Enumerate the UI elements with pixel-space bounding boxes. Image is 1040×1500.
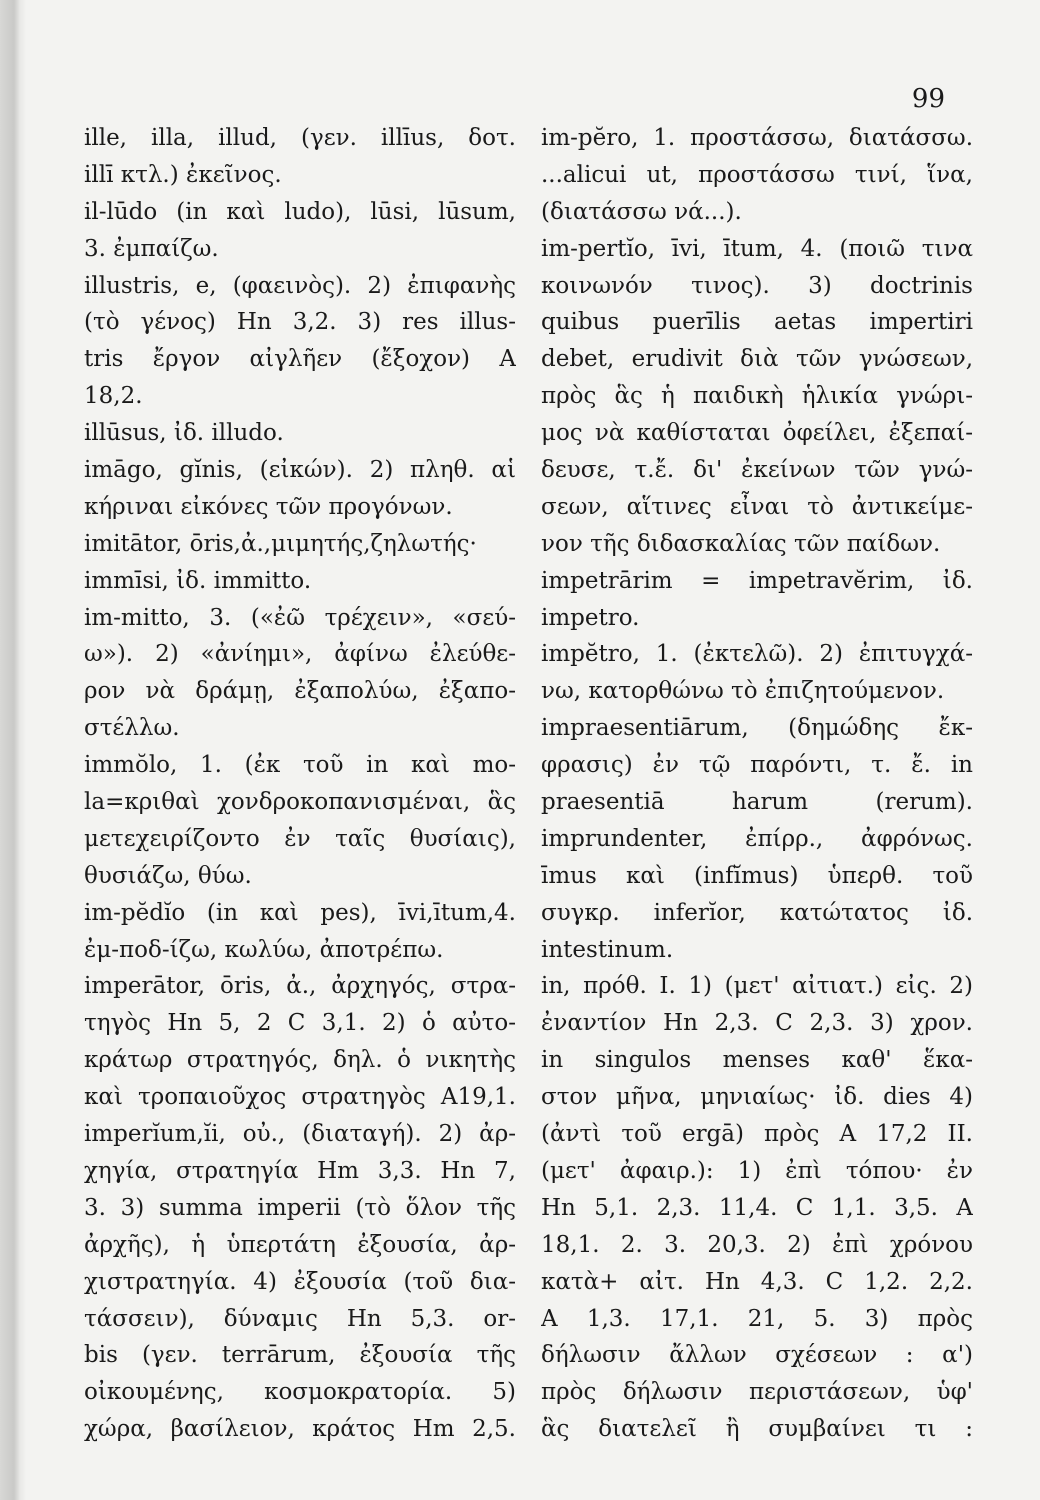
text-line: δήλωσιν ἄλλων σχέσεων : α') <box>541 1342 973 1369</box>
text-line: imāgo, gĭnis, (εἰκών). 2) πληθ. αἱ <box>84 457 516 484</box>
text-line: ἐναντίον Hn 2,3. C 2,3. 3) χρον. <box>541 1010 973 1037</box>
text-line: il-lūdo (in καὶ ludo), lūsi, lūsum, <box>84 198 516 225</box>
text-line: ἀρχῆς), ἡ ὑπερτάτη ἐξουσία, ἀρ- <box>84 1231 516 1258</box>
text-line: (διατάσσω νά...). <box>541 198 742 225</box>
text-line: χηγία, στρατηγία Hm 3,3. Hn 7, <box>84 1157 516 1184</box>
text-line: χώρα, βασίλειον, κράτος Hm 2,5. <box>84 1416 516 1443</box>
text-line: (μετ' ἀφαιρ.): 1) ἐπὶ τόπου· ἐν <box>541 1157 973 1184</box>
text-line: illūsus, ἰδ. illudo. <box>84 420 284 447</box>
text-line: im-pertĭo, īvi, ītum, 4. (ποιῶ τινα <box>541 235 973 262</box>
left-column <box>84 120 516 1448</box>
text-line: στέλλω. <box>84 715 180 742</box>
text-line: A 1,3. 17,1. 21, 5. 3) πρὸς <box>541 1305 973 1332</box>
text-line: μετεχειρίζοντο ἐν ταῖς θυσίαις), <box>84 825 516 852</box>
text-line: 3. 3) summa imperii (τὸ ὅλον τῆς <box>84 1194 516 1221</box>
text-line: πρὸς ἃς ἡ παιδικὴ ἡλικία γνώρι- <box>541 383 973 410</box>
text-line: immŏlo, 1. (ἐκ τοῦ in καὶ mo- <box>84 752 516 779</box>
text-line: impetro. <box>541 604 640 631</box>
text-line: ἐμ-ποδ-ίζω, κωλύω, ἀποτρέπω. <box>84 936 444 963</box>
text-line: la=κριθαὶ χονδροκοπανισμέναι, ἃς <box>84 789 516 816</box>
text-line: κοινωνόν τινος). 3) doctrinis <box>541 272 973 299</box>
text-line: illustris, e, (φαεινὸς). 2) ἐπιφανὴς <box>84 272 516 299</box>
text-line: intestinum. <box>541 936 674 963</box>
text-line: ἃς διατελεῖ ἢ συμβαίνει τι : <box>541 1416 973 1443</box>
text-line: īmus καὶ (infĭmus) ὑπερθ. τοῦ <box>541 862 973 889</box>
text-line: bis (γεν. terrārum, ἐξουσία τῆς <box>84 1342 516 1369</box>
text-line: 18,2. <box>84 383 143 410</box>
text-line: imperātor, ōris, ἀ., ἀρχηγός, στρα- <box>84 973 516 1000</box>
text-line: μος νὰ καθίσταται ὀφείλει, ἐξεπαί- <box>541 420 973 447</box>
text-line: θυσιάζω, θύω. <box>84 862 252 889</box>
text-line: ω»). 2) «ἀνίημι», ἀφίνω ἐλεύθε- <box>84 641 516 668</box>
text-line: χιστρατηγία. 4) ἐξουσία (τοῦ δια- <box>84 1268 516 1295</box>
text-line: κατὰ+ αἰτ. Hn 4,3. C 1,2. 2,2. <box>541 1268 973 1295</box>
text-line: im-pĕro, 1. προστάσσω, διατάσσω. <box>541 125 973 151</box>
text-line: imitātor, ōris,ἀ.,μιμητής,ζηλωτής· <box>84 530 477 557</box>
text-line: immīsi, ἰδ. immitto. <box>84 567 312 594</box>
text-line: σεων, αἵτινες εἶναι τὸ ἀντικείμε- <box>541 493 973 520</box>
text-line: ille, illa, illud, (γεν. illīus, δοτ. <box>84 125 516 151</box>
right-column <box>541 120 973 1448</box>
text-line: ...alicui ut, προστάσσω τινί, ἵνα, <box>541 161 973 188</box>
text-line: καὶ τροπαιοῦχος στρατηγὸς A19,1. <box>84 1084 516 1111</box>
text-line: Hn 5,1. 2,3. 11,4. C 1,1. 3,5. A <box>541 1194 973 1221</box>
page-number: 99 <box>911 84 945 114</box>
text-line: νω, κατορθώνω τὸ ἐπιζητούμενον. <box>541 678 945 705</box>
text-line: impraesentiārum, (δημώδης ἔκ- <box>541 715 973 742</box>
text-line: praesentiā harum (rerum). <box>541 789 973 816</box>
text-line: impĕtro, 1. (ἐκτελῶ). 2) ἐπιτυγχά- <box>541 641 973 668</box>
text-line: debet, erudivit διὰ τῶν γνώσεων, <box>541 346 973 373</box>
text-line: νον τῆς διδασκαλίας τῶν παίδων. <box>541 530 941 557</box>
text-line: imprundenter, ἐπίρρ., ἀφρόνως. <box>541 825 973 852</box>
text-line: ρον νὰ δράμῃ, ἐξαπολύω, ἐξαπο- <box>84 678 516 705</box>
text-line: 3. ἐμπαίζω. <box>84 235 219 262</box>
text-line: τάσσειν), δύναμις Hn 5,3. or- <box>84 1305 516 1332</box>
text-line: κράτωρ στρατηγός, δηλ. ὁ νικητὴς <box>84 1047 516 1074</box>
page-binding-edge <box>0 0 26 1500</box>
text-line: illī κτλ.) ἐκεῖνος. <box>84 161 282 188</box>
text-line: στον μῆνα, μηνιαίως· ἰδ. dies 4) <box>541 1084 973 1111</box>
text-line: συγκρ. inferĭor, κατώτατος ἰδ. <box>541 899 973 926</box>
text-line: οἰκουμένης, κοσμοκρατορία. 5) <box>84 1379 516 1406</box>
text-line: φρασις) ἐν τῷ παρόντι, τ. ἔ. in <box>541 752 973 779</box>
text-line: im-pĕdĭo (in καὶ pes), īvi,ītum,4. <box>84 899 516 926</box>
text-line: τηγὸς Hn 5, 2 C 3,1. 2) ὁ αὐτο- <box>84 1010 516 1037</box>
text-line: 18,1. 2. 3. 20,3. 2) ἐπὶ χρόνου <box>541 1231 973 1258</box>
text-line: δευσε, τ.ἔ. δι' ἐκείνων τῶν γνώ- <box>541 457 973 484</box>
text-line: (ἀντὶ τοῦ ergā) πρὸς A 17,2 II. <box>541 1121 973 1148</box>
text-line: πρὸς δήλωσιν περιστάσεων, ὑφ' <box>541 1379 973 1406</box>
text-line: imperĭum,ĭi, οὐ., (διαταγή). 2) ἀρ- <box>84 1121 516 1148</box>
text-line: impetrārim = impetravĕrim, ἰδ. <box>541 567 973 594</box>
text-line: quibus puerīlis aetas impertiri <box>541 309 973 336</box>
text-line: in singulos menses καθ' ἕκα- <box>541 1047 973 1074</box>
text-line: im-mitto, 3. («ἐῶ τρέχειν», «σεύ- <box>84 604 516 631</box>
text-line: κήριναι εἰκόνες τῶν προγόνων. <box>84 493 453 520</box>
text-line: tris ἔργον αἰγλῆεν (ἔξοχον) A <box>84 346 516 373</box>
text-line: in, πρόθ. I. 1) (μετ' αἰτιατ.) εἰς. 2) <box>541 973 973 1000</box>
text-line: (τὸ γένος) Hn 3,2. 3) res illus- <box>84 309 516 336</box>
